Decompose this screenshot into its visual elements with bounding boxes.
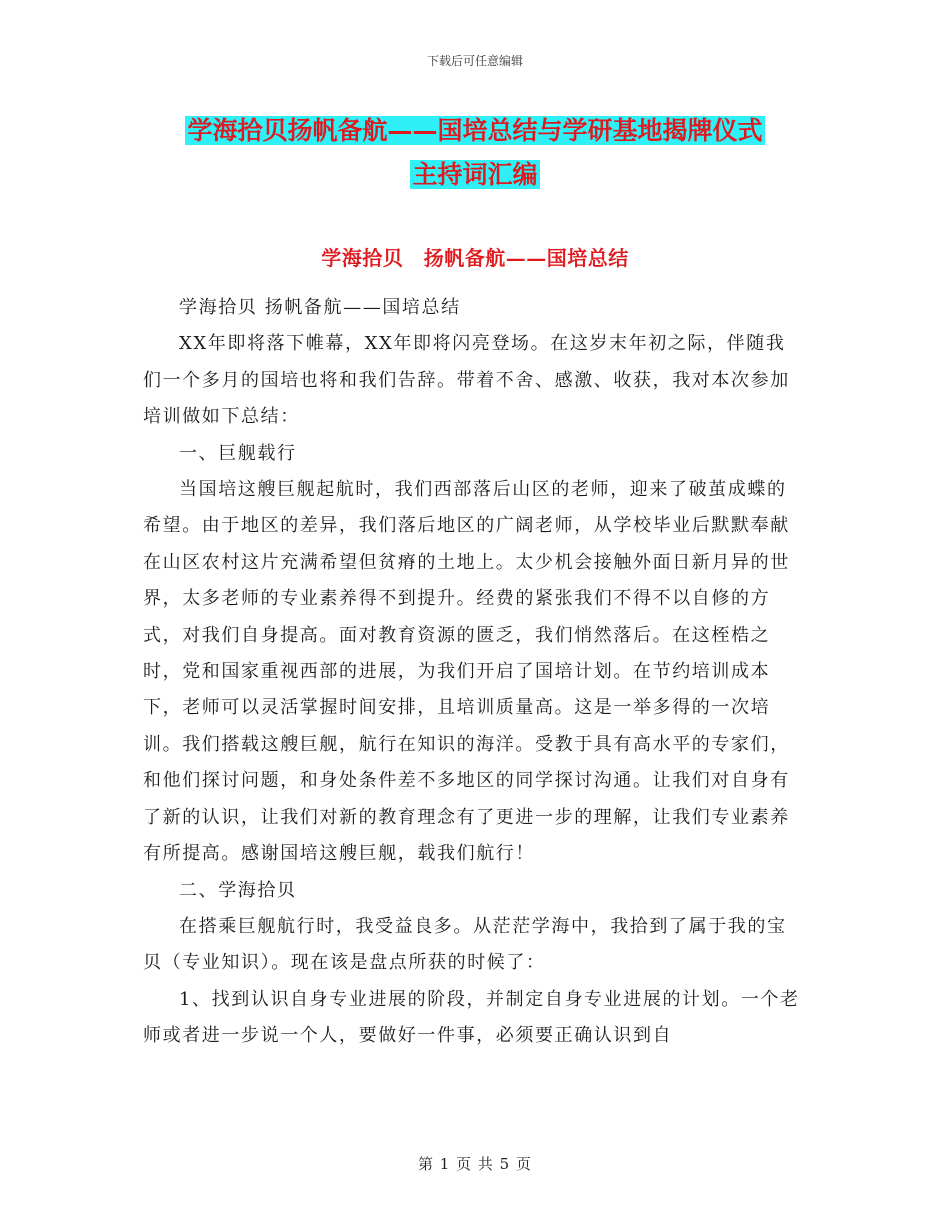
paragraph: 在搭乘巨舰航行时，我受益良多。从茫茫学海中，我拾到了属于我的宝贝（专业知识）。现在该是盘点所获的时候了： (143, 915, 787, 974)
body-text (143, 290, 803, 1055)
paragraph-heading: 一、巨舰载行 (179, 442, 297, 464)
paragraph: 学海拾贝 扬帆备航——国培总结 (179, 297, 461, 318)
document-title-line-1: 学海拾贝扬帆备航——国培总结与学研基地揭牌仪式 (187, 116, 763, 145)
page-footer: 第 1 页 共 5 页 (418, 1155, 532, 1173)
paragraph-heading: 二、学海拾贝 (179, 879, 297, 901)
paragraph: 当国培这艘巨舰起航时，我们西部落后山区的老师，迎来了破茧成蝶的希望。由于地区的差异，我们落后地区的广阔老师，从学校毕业后默默奉献在山区农村这片充满希望但贫瘠的土地上。太少机会接触外面日新月异的世界，太多老师的专业素养得不到提升。经费的紧张我们不得不以自修的方式，对我们自身提高。面对教育资源的匮乏，我们悄然落后。在这桎梏之时，党和国家重视西部的进展，为我们开启了国培计划。在节约培训成本下，老师可以灵活掌握时间安排，且培训质量高。这是一举多得的一次培训。我们搭载这艘巨舰，航行在知识的海洋。受教于具有高水平的专家们，和他们探讨问题，和身处条件差不多地区的同学探讨沟通。让我们对自身有了新的认识，让我们对新的教育理念有了更进一步的理解，让我们专业素养有所提高。感谢国培这艘巨舰，载我们航行！ (143, 479, 790, 865)
paragraph: 1、找到认识自身专业进展的阶段，并制定自身专业进展的计划。一个老师或者进一步说一个人，要做好一件事，必须要正确认识到自 (143, 988, 800, 1047)
document-title-line-2: 主持词汇编 (412, 160, 538, 189)
paragraph: XX年即将落下帷幕，XX年即将闪亮登场。在这岁末年初之际，伴随我们一个多月的国培也将和我们告辞。带着不舍、感激、收获，我对本次参加培训做如下总结： (143, 333, 790, 428)
section-title: 学海拾贝 扬帆备航——国培总结 (321, 246, 629, 270)
header-note: 下载后可任意编辑 (426, 54, 523, 68)
